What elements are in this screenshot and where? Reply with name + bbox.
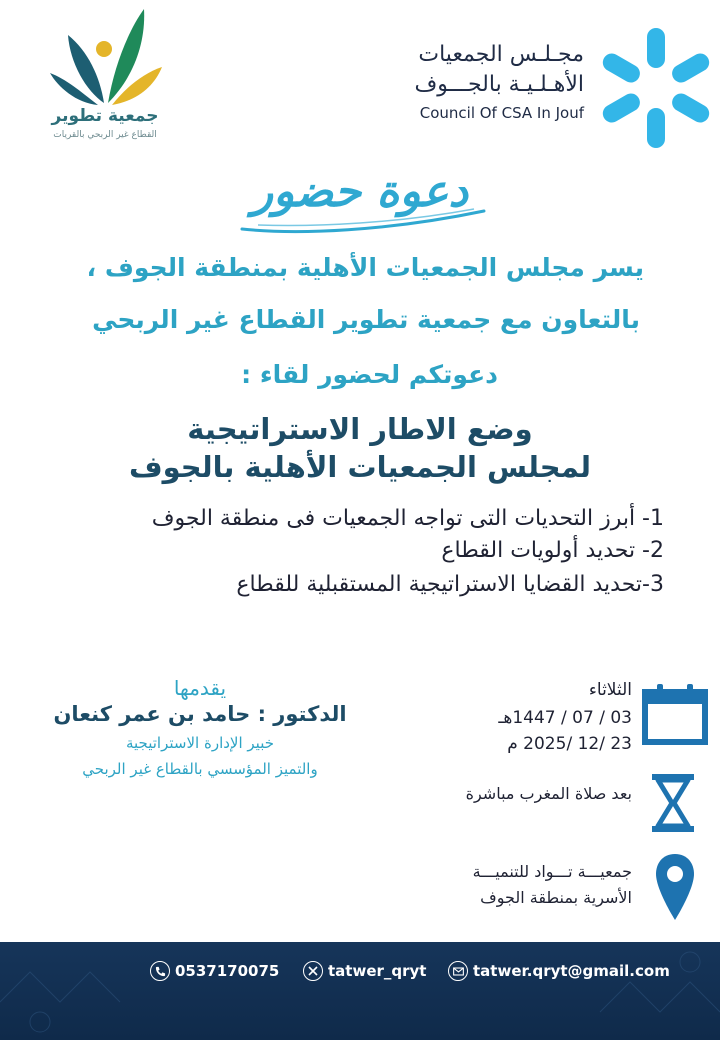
x-icon	[303, 961, 323, 981]
agenda-item: 1- أبرز التحديات التى تواجه الجمعيات فى منطقة الجوف	[151, 506, 664, 531]
phone-icon	[150, 961, 170, 981]
invitation-title: دعوة حضور	[251, 166, 469, 217]
event-date-hijri: 03 / 07 / 1447هـ	[498, 708, 632, 728]
footer-pattern-icon	[0, 942, 720, 1040]
contact-email-text: tatwer.qryt@gmail.com	[473, 962, 670, 980]
event-location-line-1: جمعيـــة تـــواد للتنميـــة	[472, 862, 632, 881]
event-location-line-2: الأسرية بمنطقة الجوف	[480, 888, 632, 907]
contact-phone[interactable]	[150, 958, 279, 984]
presenter-role-line-2: والتميز المؤسسي بالقطاع غير الربحي	[82, 760, 318, 778]
contact-x[interactable]	[303, 958, 426, 984]
association-tagline: القطاع غير الربحي بالقريات	[53, 130, 157, 140]
intro-line-1: يسر مجلس الجمعيات الأهلية بمنطقة الجوف ،	[86, 253, 644, 282]
hourglass-icon	[650, 772, 696, 834]
council-logo-icon	[598, 26, 710, 150]
meeting-title-line-2: لمجلس الجمعيات الأهلية بالجوف	[128, 450, 592, 484]
presenter-role-line-1: خبير الإدارة الاستراتيجية	[125, 734, 275, 752]
calligraphy-swash-icon	[238, 205, 488, 235]
event-day: الثلاثاء	[588, 680, 632, 700]
presenter-name: الدكتور : حامد بن عمر كنعان	[53, 702, 347, 726]
location-pin-icon	[654, 852, 696, 922]
calendar-icon	[641, 682, 709, 746]
intro-line-2: بالتعاون مع جمعية تطوير القطاع غير الربحي	[92, 305, 640, 334]
contact-email[interactable]	[448, 958, 670, 984]
council-name-arabic-line2: الأهـلـيـة بالجـــوف	[414, 72, 584, 97]
event-time: بعد صلاة المغرب مباشرة	[465, 784, 632, 803]
council-name-english: Council Of CSA In Jouf	[419, 104, 584, 122]
presenter-label: يقدمها	[173, 676, 227, 700]
association-name: جمعية تطوير	[51, 106, 159, 126]
agenda-item: 2- تحديد أولويات القطاع	[441, 538, 664, 563]
intro-line-3: دعوتكم لحضور لقاء :	[241, 360, 498, 389]
council-name-arabic-line1: مجـلـس الجمعيات	[418, 42, 584, 67]
event-date-gregorian: 23 /12 /2025 م	[507, 734, 632, 754]
agenda-item: 3-تحديد القضايا الاستراتيجية المستقبلية للقطاع	[236, 572, 664, 597]
meeting-title-line-1: وضع الاطار الاستراتيجية	[187, 412, 533, 446]
contact-phone-text: 0537170075	[175, 962, 280, 980]
email-icon	[448, 961, 468, 981]
contact-x-handle: tatwer_qryt	[328, 962, 427, 980]
